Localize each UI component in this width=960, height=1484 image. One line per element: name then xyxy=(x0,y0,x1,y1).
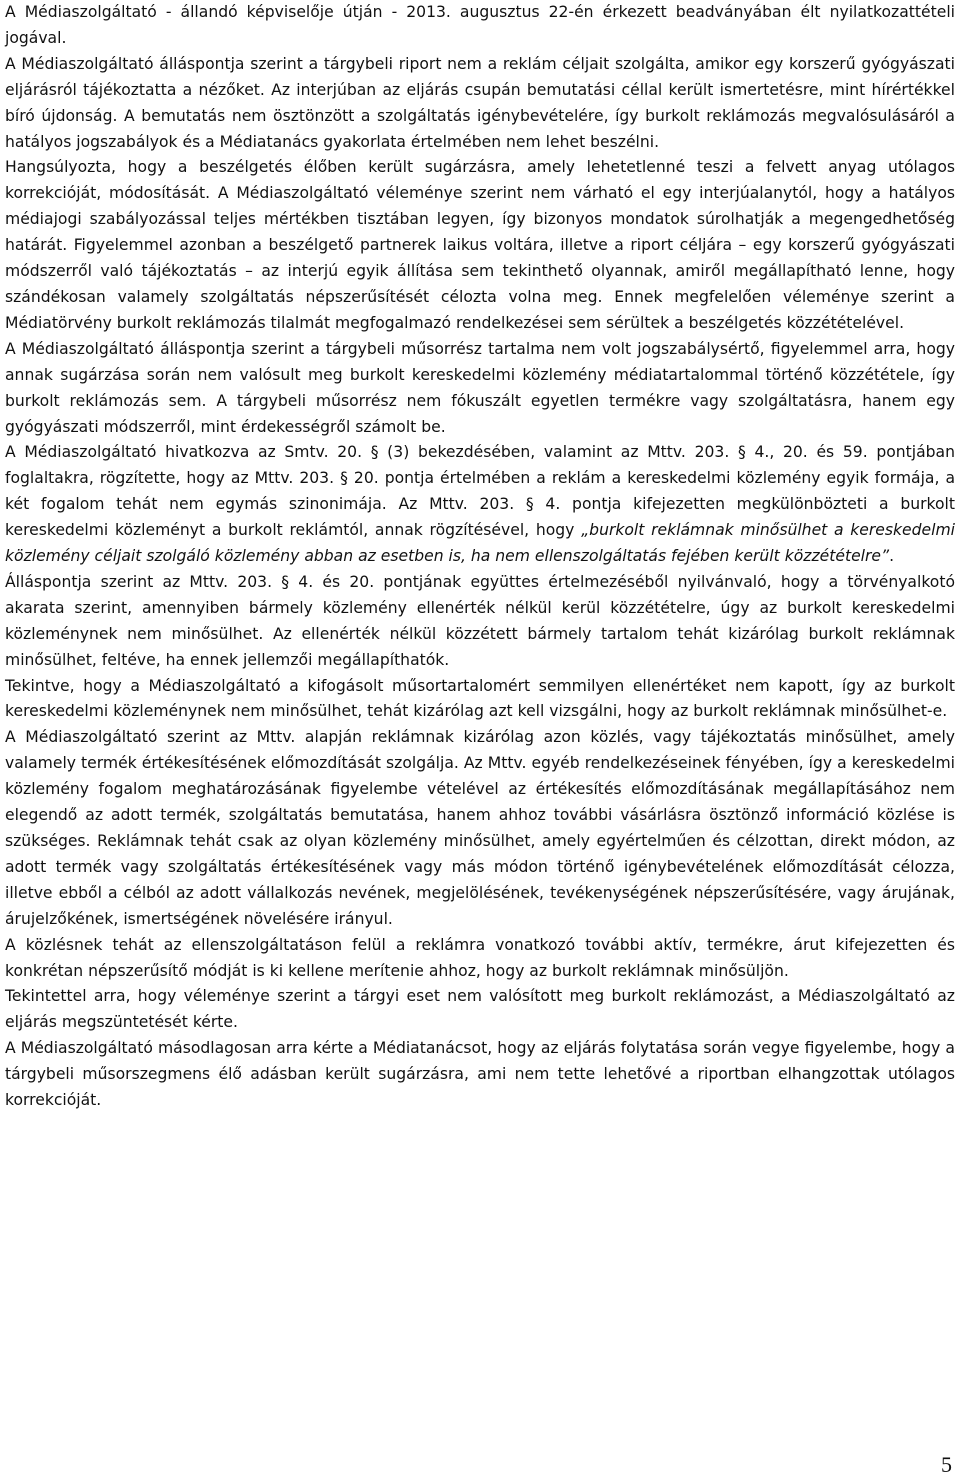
document-page xyxy=(5,0,955,1114)
paragraph-10: Tekintettel arra, hogy véleménye szerint a tárgyi eset nem valósított meg burkolt reklámozást, a Médiaszolgáltató az eljárás megszüntetését kérte. xyxy=(5,987,955,1032)
page-number: 5 xyxy=(941,1452,952,1477)
paragraph-2: A Médiaszolgáltató álláspontja szerint a tárgybeli riport nem a reklám céljait szolgálta, amikor egy korszerű gyógyászati eljárásról tájékoztatta a nézőket. Az interjúban az eljárás csupán bemutatási céllal került ismertetésre, mint hírértékkel bíró újdonság. A bemutatás nem ösztönzött a szolgáltatás igénybevételére, így burkolt reklámozás megvalósulásáról a hatályos jogszabályok és a Médiatanács gyakorlata értelmében nem lehet beszélni. xyxy=(5,54,955,151)
paragraph-9: A közlésnek tehát az ellenszolgáltatáson felül a reklámra vonatkozó további aktív, termékre, árut kifejezetten és konkrétan népszerűsítő módját is ki kellene merítenie ahhoz, hogy az burkolt reklámnak minősüljön. xyxy=(5,935,955,980)
paragraph-5-text: A Médiaszolgáltató hivatkozva az Smtv. 20. § (3) bekezdésében, valamint az Mttv. 203. § 4., 20. és 59. pontjában foglaltakra, rögzítette, hogy az Mttv. 203. § 20. pontja értelmében a reklám a kereskedelmi közlemény egyik formája, a két fogalom tehát nem egymás szinonimája. Az Mttv. 203. § 4. pontja kifejezetten megkülönbözteti a burkolt kereskedelmi közleményt a burkolt reklámtól, annak rögzítésével, hogy xyxy=(5,443,955,540)
paragraph-1: A Médiaszolgáltató - állandó képviselője útján - 2013. augusztus 22-én érkezett beadványában élt nyilatkozattételi jogával. xyxy=(5,3,955,47)
paragraph-5-quote: „burkolt reklámnak minősülhet a kereskedelmi közlemény céljait szolgáló közlemény abban az esetben is, ha nem ellenszolgáltatás fejében került közzétételre” xyxy=(5,521,955,566)
paragraph-5-end: . xyxy=(889,547,895,566)
paragraph-5 xyxy=(5,440,955,570)
paragraph-11: A Médiaszolgáltató másodlagosan arra kérte a Médiatanácsot, hogy az eljárás folytatása során vegye figyelembe, hogy a tárgybeli műsorszegmens élő adásban került sugárzásra, ami nem tette lehetővé a riportban elhangzottak utólagos korrekcióját. xyxy=(5,1039,955,1110)
paragraph-8: A Médiaszolgáltató szerint az Mttv. alapján reklámnak kizárólag azon közlés, vagy tájékoztatás minősülhet, amely valamely termék értékesítésének előmozdítását szolgálja. Az Mttv. egyéb rendelkezéseinek fényében, így a kereskedelmi közlemény fogalom meghatározásának figyelembe vételével az értékesítés előmozdításának megállapításához nem elegendő az adott termék, szolgáltatás bemutatása, hanem ahhoz további vásárlásra ösztönző információ közlése is szükséges. Reklámnak tehát csak az olyan közlemény minősülhet, amely egyértelműen és célzottan, direkt módon, az adott termék vagy szolgáltatás értékesítésének vagy más módon történő igénybevételének előmozdítását célozza, illetve ebből a célból az adott vállalkozás nevének, megjelölésének, tevékenységének népszerűsítésére, vagy árujának, árujelzőkének, ismertségének növelésére irányul. xyxy=(5,728,955,928)
paragraph-4: A Médiaszolgáltató álláspontja szerint a tárgybeli műsorrész tartalma nem volt jogszabálysértő, figyelemmel arra, hogy annak sugárzása során nem valósult meg burkolt kereskedelmi közlemény médiatartalommal történő közzététele, így burkolt reklámozás sem. A tárgybeli műsorrész nem fókuszált egyetlen termékre vagy szolgáltatásra, hanem egy gyógyászati módszerről, mint érdekességről számolt be. xyxy=(5,339,955,436)
paragraph-7: Tekintve, hogy a Médiaszolgáltató a kifogásolt műsortartalomért semmilyen ellenértéket nem kapott, így az burkolt kereskedelmi közleménynek nem minősülhet, tehát kizárólag azt kell vizsgálni, hogy az burkolt reklámnak minősülhet-e. xyxy=(5,676,955,721)
paragraph-3: Hangsúlyozta, hogy a beszélgetés élőben került sugárzásra, amely lehetetlenné teszi a felvett anyag utólagos korrekcióját, módosítását. A Médiaszolgáltató véleménye szerint nem várható el egy interjúalanytól, hogy a hatályos médiajogi szabályozással teljes mértékben tisztában legyen, így bizonyos mondatok súrolhatják a megengedhetőség határát. Figyelemmel azonban a beszélgető partnerek laikus voltára, illetve a riport céljára – egy korszerű gyógyászati módszerről való tájékoztatás – az interjú egyik állítása sem tekinthető olyannak, amiről megállapítható lenne, hogy szándékosan valamely szolgáltatás népszerűsítését célozta volna meg. Ennek megfelelően véleménye szerint a Médiatörvény burkolt reklámozás tilalmát megfogalmazó rendelkezései sem sérültek a beszélgetés közzétételével. xyxy=(5,158,955,332)
paragraph-6: Álláspontja szerint az Mttv. 203. § 4. és 20. pontjának együttes értelmezéséből nyilvánvaló, hogy a törvényalkotó akarata szerint, amennyiben bármely közlemény ellenérték nélkül kerül közzétételre, úgy az burkolt kereskedelmi közleménynek nem minősülhet. Az ellenérték nélkül közzétett bármely tartalom tehát kizárólag burkolt reklámnak minősülhet, feltéve, ha ennek jellemzői megállapíthatók. xyxy=(5,572,955,669)
